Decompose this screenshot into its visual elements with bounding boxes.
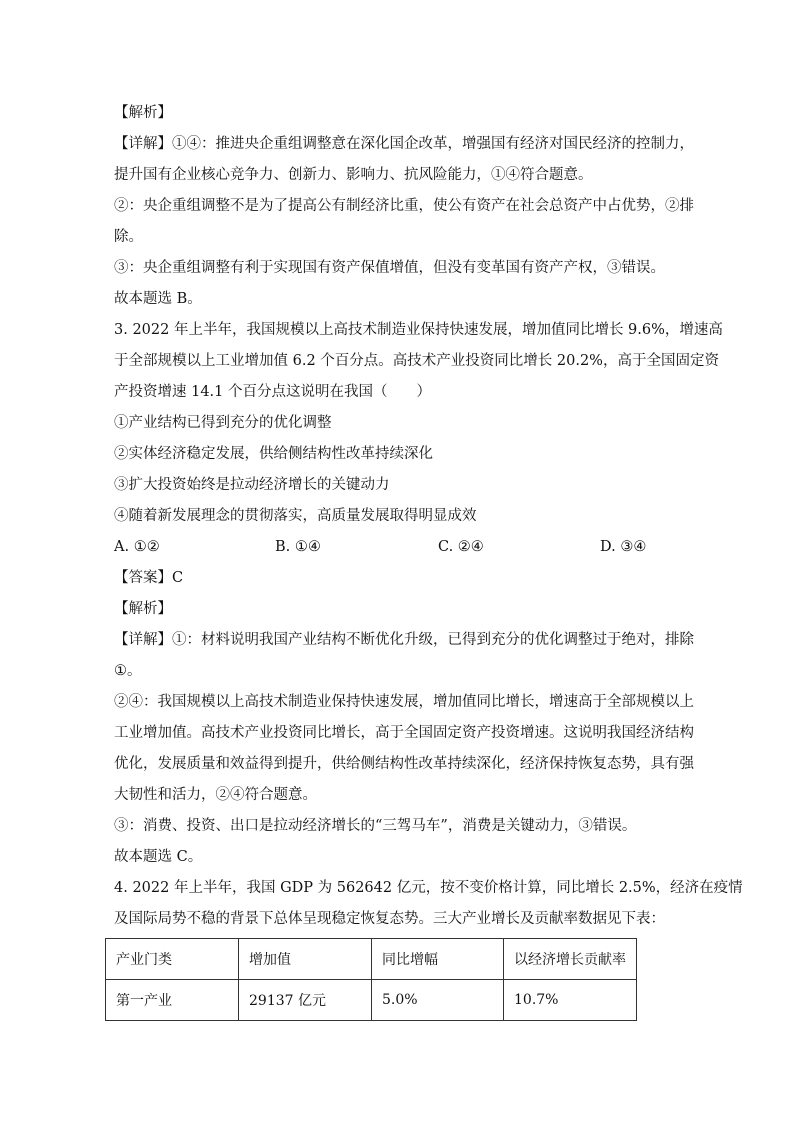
statement-line: ③扩大投资始终是拉动经济增长的关键动力 bbox=[114, 477, 390, 493]
question-stem-line: 4. 2022 年上半年，我国 GDP 为 562642 亿元，按不变价格计算，同比增长 2.5%，经济在疫情 bbox=[114, 880, 743, 896]
question-stem-line: 3. 2022 年上半年，我国规模以上高技术制造业保持快速发展，增加值同比增长 9.6%，增速高 bbox=[114, 322, 723, 338]
detail-line: 提升国有企业核心竞争力、创新力、影响力、抗风险能力，①④符合题意。 bbox=[114, 167, 593, 183]
table-cell: 10.7% bbox=[504, 980, 637, 1021]
table-row bbox=[106, 980, 637, 1021]
option-c: C. ②④ bbox=[438, 539, 484, 555]
analysis-label: 【解析】 bbox=[114, 105, 172, 121]
analysis-label: 【解析】 bbox=[114, 601, 172, 617]
conclusion-line: 故本题选 B。 bbox=[114, 291, 202, 307]
detail-line: ③：消费、投资、出口是拉动经济增长的“三驾马车”，消费是关键动力，③错误。 bbox=[114, 818, 637, 834]
table-cell: 5.0% bbox=[372, 980, 504, 1021]
detail-line: 工业增加值。高技术产业投资同比增长，高于全国固定资产投资增速。这说明我国经济结构 bbox=[114, 725, 694, 741]
detail-line: ①。 bbox=[114, 663, 142, 679]
option-b: B. ①④ bbox=[275, 539, 321, 555]
table-header-row bbox=[106, 939, 637, 980]
question-stem-line: 产投资增速 14.1 个百分点这说明在我国（ ） bbox=[114, 384, 432, 400]
table-header-cell: 同比增幅 bbox=[372, 939, 504, 980]
table-header-cell: 增加值 bbox=[239, 939, 372, 980]
detail-line: 【详解】①④：推进央企重组调整意在深化国企改革，增强国有经济对国民经济的控制力， bbox=[114, 136, 694, 152]
statement-line: ①产业结构已得到充分的优化调整 bbox=[114, 415, 332, 431]
conclusion-line: 故本题选 C。 bbox=[114, 849, 203, 865]
table-header-cell: 以经济增长贡献率 bbox=[504, 939, 637, 980]
detail-line: 大韧性和活力，②④符合题意。 bbox=[114, 787, 317, 803]
statement-line: ②实体经济稳定发展，供给侧结构性改革持续深化 bbox=[114, 446, 433, 462]
detail-line: ②④：我国规模以上高技术制造业保持快速发展，增加值同比增长，增速高于全部规模以上 bbox=[114, 694, 694, 710]
answer-line: 【答案】C bbox=[114, 570, 184, 586]
option-a: A. ①② bbox=[114, 539, 160, 555]
detail-line: 【详解】①：材料说明我国产业结构不断优化升级，已得到充分的优化调整过于绝对，排除 bbox=[114, 632, 694, 648]
table-cell: 第一产业 bbox=[106, 980, 239, 1021]
detail-line: 除。 bbox=[114, 229, 143, 245]
detail-line: ③：央企重组调整有利于实现国有资产保值增值，但没有变革国有资产产权，③错误。 bbox=[114, 260, 665, 276]
question-stem-line: 及国际局势不稳的背景下总体呈现稳定恢复态势。三大产业增长及贡献率数据见下表： bbox=[114, 911, 665, 927]
statement-line: ④随着新发展理念的贯彻落实，高质量发展取得明显成效 bbox=[114, 508, 477, 524]
detail-line: ②：央企重组调整不是为了提高公有制经济比重，使公有资产在社会总资产中占优势，②排 bbox=[114, 198, 694, 214]
table-header-cell: 产业门类 bbox=[106, 939, 239, 980]
table-cell: 29137 亿元 bbox=[239, 980, 372, 1021]
industry-data-table bbox=[105, 938, 637, 1021]
detail-line: 优化，发展质量和效益得到提升，供给侧结构性改革持续深化，经济保持恢复态势，具有强 bbox=[114, 756, 694, 772]
question-stem-line: 于全部规模以上工业增加值 6.2 个百分点。高技术产业投资同比增长 20.2%，高于全国固定资 bbox=[114, 353, 719, 369]
option-d: D. ③④ bbox=[600, 539, 647, 555]
